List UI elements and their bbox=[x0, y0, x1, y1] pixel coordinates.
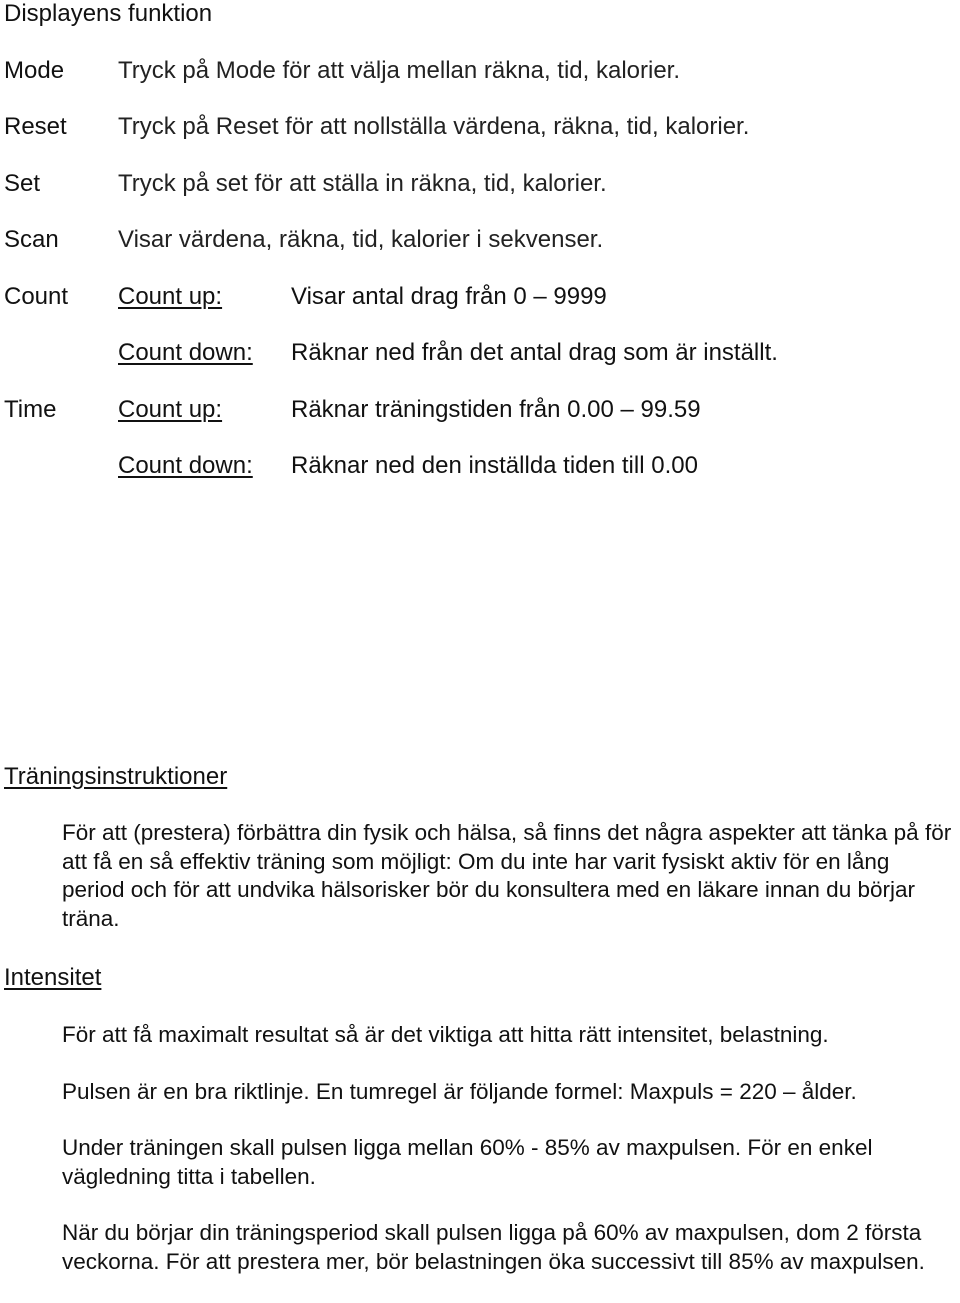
count-down-label: Count down: bbox=[118, 339, 253, 366]
time-key: Time bbox=[4, 396, 57, 423]
intensity-paragraph-2: Pulsen är en bra riktlinje. En tumregel är följande formel: Maxpuls = 220 – ålder. bbox=[62, 1079, 857, 1104]
intensity-paragraph-1: För att få maximalt resultat så är det viktiga att hitta rätt intensitet, belastning. bbox=[62, 1022, 829, 1047]
scan-description: Visar värdena, räkna, tid, kalorier i sekvenser. bbox=[118, 226, 604, 253]
reset-key: Reset bbox=[4, 113, 67, 140]
set-key: Set bbox=[4, 170, 41, 197]
scan-key: Scan bbox=[4, 226, 59, 253]
count-key: Count bbox=[4, 283, 69, 310]
count-up-description: Visar antal drag från 0 – 9999 bbox=[291, 283, 607, 310]
count-down-description: Räknar ned från det antal drag som är inställt. bbox=[291, 339, 778, 366]
count-up-label: Count up: bbox=[118, 283, 223, 310]
reset-description: Tryck på Reset för att nollställa värdena, räkna, tid, kalorier. bbox=[118, 113, 750, 140]
intensity-paragraph-4: När du börjar din träningsperiod skall pulsen ligga på 60% av maxpulsen, dom 2 första veckorna. För att prestera mer, bör belastningen öka successivt till 85% av maxpulsen. bbox=[62, 1220, 925, 1274]
time-up-label: Count up: bbox=[118, 396, 223, 423]
time-down-description: Räknar ned den inställda tiden till 0.00 bbox=[291, 452, 698, 479]
time-down-label: Count down: bbox=[118, 452, 253, 479]
mode-description: Tryck på Mode för att välja mellan räkna, tid, kalorier. bbox=[118, 57, 681, 84]
intensity-paragraph-3: Under träningen skall pulsen ligga mellan 60% - 85% av maxpulsen. För en enkel vägledning titta i tabellen. bbox=[62, 1135, 873, 1189]
training-intro-paragraph: För att (prestera) förbättra din fysik och hälsa, så finns det några aspekter att tänka på för att få en så effektiv träning som möjligt: Om du inte har varit fysiskt aktiv för en lång period och för att undvika hälsorisker bör du konsultera med en läkare innan du börjar träna. bbox=[62, 820, 952, 931]
intensity-heading: Intensitet bbox=[4, 964, 102, 991]
set-description: Tryck på set för att ställa in räkna, tid, kalorier. bbox=[118, 170, 607, 197]
time-up-description: Räknar träningstiden från 0.00 – 99.59 bbox=[291, 396, 701, 423]
training-heading: Träningsinstruktioner bbox=[4, 763, 228, 790]
display-section-title: Displayens funktion bbox=[4, 0, 213, 27]
mode-key: Mode bbox=[4, 57, 65, 84]
